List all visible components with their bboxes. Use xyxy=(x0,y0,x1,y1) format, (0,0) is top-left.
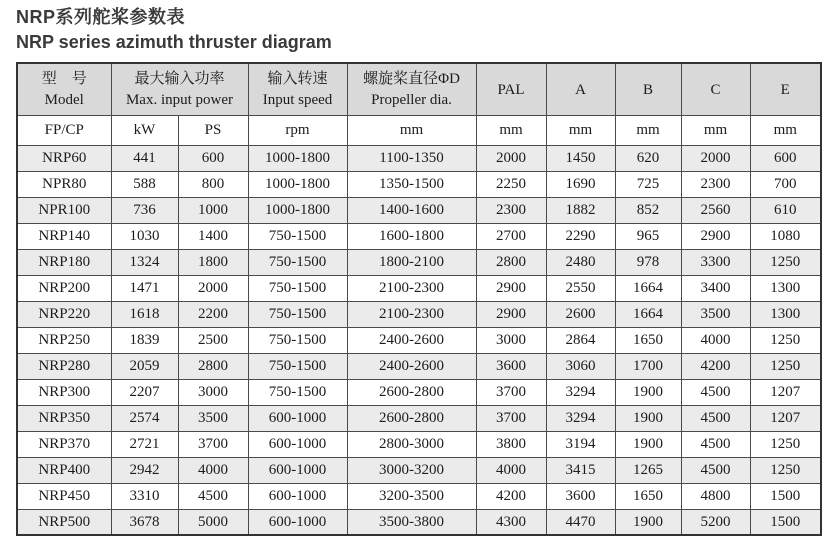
value-cell: 1350-1500 xyxy=(347,171,476,197)
value-cell: 1100-1350 xyxy=(347,145,476,171)
value-cell: 5200 xyxy=(681,509,750,535)
value-cell: 600 xyxy=(178,145,248,171)
unit-cell-prop-mm: mm xyxy=(347,115,476,145)
model-cell: NRP220 xyxy=(17,301,111,327)
value-cell: 736 xyxy=(111,197,178,223)
value-cell: 5000 xyxy=(178,509,248,535)
value-cell: 4500 xyxy=(178,483,248,509)
value-cell: 4470 xyxy=(546,509,615,535)
value-cell: 620 xyxy=(615,145,681,171)
table-row xyxy=(17,457,821,483)
col-header-model xyxy=(17,63,111,115)
value-cell: 1900 xyxy=(615,509,681,535)
value-cell: 610 xyxy=(750,197,821,223)
value-cell: 3700 xyxy=(476,379,546,405)
value-cell: 2600-2800 xyxy=(347,379,476,405)
value-cell: 2250 xyxy=(476,171,546,197)
value-cell: 1664 xyxy=(615,301,681,327)
value-cell: 2480 xyxy=(546,249,615,275)
value-cell: 3700 xyxy=(178,431,248,457)
col-header-c: C xyxy=(681,63,750,115)
value-cell: 3415 xyxy=(546,457,615,483)
value-cell: 1882 xyxy=(546,197,615,223)
table-row xyxy=(17,197,821,223)
unit-cell-e-mm: mm xyxy=(750,115,821,145)
value-cell: 1500 xyxy=(750,509,821,535)
value-cell: 4000 xyxy=(681,327,750,353)
value-cell: 700 xyxy=(750,171,821,197)
value-cell: 2574 xyxy=(111,405,178,431)
model-cell: NRP180 xyxy=(17,249,111,275)
col-header-speed-cn: 输入转速 xyxy=(267,71,328,88)
title-block xyxy=(16,4,816,54)
value-cell: 2207 xyxy=(111,379,178,405)
value-cell: 2560 xyxy=(681,197,750,223)
table-row xyxy=(17,327,821,353)
table-row xyxy=(17,509,821,535)
value-cell: 3310 xyxy=(111,483,178,509)
value-cell: 3600 xyxy=(546,483,615,509)
value-cell: 1000 xyxy=(178,197,248,223)
value-cell: 1250 xyxy=(750,327,821,353)
value-cell: 600 xyxy=(750,145,821,171)
value-cell: 2300 xyxy=(476,197,546,223)
model-cell: NRP500 xyxy=(17,509,111,535)
model-cell: NRP400 xyxy=(17,457,111,483)
table-row xyxy=(17,431,821,457)
value-cell: 1400-1600 xyxy=(347,197,476,223)
value-cell: 3194 xyxy=(546,431,615,457)
value-cell: 2100-2300 xyxy=(347,301,476,327)
value-cell: 3000 xyxy=(476,327,546,353)
value-cell: 600-1000 xyxy=(248,405,347,431)
value-cell: 600-1000 xyxy=(248,509,347,535)
value-cell: 600-1000 xyxy=(248,457,347,483)
value-cell: 588 xyxy=(111,171,178,197)
model-cell: NRP300 xyxy=(17,379,111,405)
value-cell: 750-1500 xyxy=(248,223,347,249)
value-cell: 750-1500 xyxy=(248,249,347,275)
value-cell: 1700 xyxy=(615,353,681,379)
value-cell: 1650 xyxy=(615,483,681,509)
value-cell: 2059 xyxy=(111,353,178,379)
value-cell: 1900 xyxy=(615,431,681,457)
value-cell: 2600-2800 xyxy=(347,405,476,431)
value-cell: 3200-3500 xyxy=(347,483,476,509)
value-cell: 1000-1800 xyxy=(248,171,347,197)
col-header-pal: PAL xyxy=(476,63,546,115)
value-cell: 1080 xyxy=(750,223,821,249)
value-cell: 1300 xyxy=(750,275,821,301)
model-cell: NRP350 xyxy=(17,405,111,431)
header-row xyxy=(17,63,821,115)
col-header-a: A xyxy=(546,63,615,115)
model-cell: NRP280 xyxy=(17,353,111,379)
value-cell: 1800 xyxy=(178,249,248,275)
value-cell: 1400 xyxy=(178,223,248,249)
value-cell: 3294 xyxy=(546,405,615,431)
value-cell: 852 xyxy=(615,197,681,223)
value-cell: 4500 xyxy=(681,405,750,431)
value-cell: 3700 xyxy=(476,405,546,431)
model-cell: NRP200 xyxy=(17,275,111,301)
value-cell: 1839 xyxy=(111,327,178,353)
model-cell: NRP250 xyxy=(17,327,111,353)
value-cell: 4200 xyxy=(681,353,750,379)
value-cell: 3500-3800 xyxy=(347,509,476,535)
value-cell: 1000-1800 xyxy=(248,197,347,223)
table-row xyxy=(17,223,821,249)
col-header-prop-en: Propeller dia. xyxy=(371,91,452,108)
model-cell: NRP450 xyxy=(17,483,111,509)
value-cell: 4000 xyxy=(178,457,248,483)
model-cell: NPR80 xyxy=(17,171,111,197)
col-header-e: E xyxy=(750,63,821,115)
value-cell: 3678 xyxy=(111,509,178,535)
value-cell: 1664 xyxy=(615,275,681,301)
value-cell: 2800-3000 xyxy=(347,431,476,457)
col-header-b: B xyxy=(615,63,681,115)
col-header-power-cn: 最大输入功率 xyxy=(134,71,225,88)
value-cell: 800 xyxy=(178,171,248,197)
value-cell: 1800-2100 xyxy=(347,249,476,275)
value-cell: 1250 xyxy=(750,249,821,275)
value-cell: 3600 xyxy=(476,353,546,379)
value-cell: 1650 xyxy=(615,327,681,353)
value-cell: 750-1500 xyxy=(248,379,347,405)
table-row xyxy=(17,145,821,171)
value-cell: 978 xyxy=(615,249,681,275)
table-body xyxy=(17,145,821,535)
col-header-prop-cn: 螺旋桨直径ΦD xyxy=(363,71,460,88)
value-cell: 2864 xyxy=(546,327,615,353)
thruster-parameter-table xyxy=(16,62,822,536)
table-row xyxy=(17,249,821,275)
col-header-speed-en: Input speed xyxy=(262,91,333,108)
value-cell: 3300 xyxy=(681,249,750,275)
table-row xyxy=(17,379,821,405)
unit-cell-model: FP/CP xyxy=(17,115,111,145)
model-cell: NRP370 xyxy=(17,431,111,457)
value-cell: 750-1500 xyxy=(248,353,347,379)
page-title-en: NRP series azimuth thruster diagram xyxy=(16,32,332,53)
value-cell: 2200 xyxy=(178,301,248,327)
value-cell: 3000 xyxy=(178,379,248,405)
value-cell: 4500 xyxy=(681,379,750,405)
value-cell: 2000 xyxy=(681,145,750,171)
value-cell: 1900 xyxy=(615,405,681,431)
value-cell: 2300 xyxy=(681,171,750,197)
value-cell: 2290 xyxy=(546,223,615,249)
value-cell: 750-1500 xyxy=(248,275,347,301)
value-cell: 2900 xyxy=(476,301,546,327)
value-cell: 2800 xyxy=(476,249,546,275)
value-cell: 600-1000 xyxy=(248,431,347,457)
table-row xyxy=(17,353,821,379)
value-cell: 4800 xyxy=(681,483,750,509)
unit-cell-b-mm: mm xyxy=(615,115,681,145)
value-cell: 4000 xyxy=(476,457,546,483)
col-header-input-speed xyxy=(248,63,347,115)
value-cell: 1324 xyxy=(111,249,178,275)
value-cell: 750-1500 xyxy=(248,327,347,353)
value-cell: 1618 xyxy=(111,301,178,327)
value-cell: 2100-2300 xyxy=(347,275,476,301)
page-title-cn: NRP系列舵桨参数表 xyxy=(16,7,186,27)
value-cell: 1690 xyxy=(546,171,615,197)
table-row xyxy=(17,171,821,197)
value-cell: 3400 xyxy=(681,275,750,301)
value-cell: 4500 xyxy=(681,457,750,483)
value-cell: 1265 xyxy=(615,457,681,483)
value-cell: 3294 xyxy=(546,379,615,405)
unit-cell-a-mm: mm xyxy=(546,115,615,145)
value-cell: 2700 xyxy=(476,223,546,249)
value-cell: 1207 xyxy=(750,379,821,405)
value-cell: 1250 xyxy=(750,353,821,379)
value-cell: 2900 xyxy=(476,275,546,301)
unit-cell-kw: kW xyxy=(111,115,178,145)
value-cell: 3500 xyxy=(681,301,750,327)
value-cell: 3000-3200 xyxy=(347,457,476,483)
value-cell: 965 xyxy=(615,223,681,249)
value-cell: 4300 xyxy=(476,509,546,535)
value-cell: 1000-1800 xyxy=(248,145,347,171)
units-row xyxy=(17,115,821,145)
unit-cell-c-mm: mm xyxy=(681,115,750,145)
value-cell: 1900 xyxy=(615,379,681,405)
value-cell: 2400-2600 xyxy=(347,327,476,353)
value-cell: 2550 xyxy=(546,275,615,301)
model-cell: NRP60 xyxy=(17,145,111,171)
unit-cell-ps: PS xyxy=(178,115,248,145)
table-row xyxy=(17,405,821,431)
col-header-model-cn: 型 号 xyxy=(41,71,87,88)
table-row xyxy=(17,301,821,327)
unit-cell-rpm: rpm xyxy=(248,115,347,145)
model-cell: NRP140 xyxy=(17,223,111,249)
value-cell: 600-1000 xyxy=(248,483,347,509)
value-cell: 1300 xyxy=(750,301,821,327)
value-cell: 750-1500 xyxy=(248,301,347,327)
value-cell: 1250 xyxy=(750,457,821,483)
value-cell: 1500 xyxy=(750,483,821,509)
value-cell: 3500 xyxy=(178,405,248,431)
model-cell: NPR100 xyxy=(17,197,111,223)
value-cell: 1030 xyxy=(111,223,178,249)
col-header-max-input-power xyxy=(111,63,248,115)
value-cell: 2721 xyxy=(111,431,178,457)
col-header-propeller-dia xyxy=(347,63,476,115)
value-cell: 2600 xyxy=(546,301,615,327)
value-cell: 1471 xyxy=(111,275,178,301)
value-cell: 3060 xyxy=(546,353,615,379)
value-cell: 441 xyxy=(111,145,178,171)
value-cell: 1250 xyxy=(750,431,821,457)
value-cell: 2400-2600 xyxy=(347,353,476,379)
value-cell: 2800 xyxy=(178,353,248,379)
unit-cell-pal-mm: mm xyxy=(476,115,546,145)
value-cell: 725 xyxy=(615,171,681,197)
value-cell: 3800 xyxy=(476,431,546,457)
value-cell: 2000 xyxy=(476,145,546,171)
table-row xyxy=(17,483,821,509)
value-cell: 1207 xyxy=(750,405,821,431)
value-cell: 4500 xyxy=(681,431,750,457)
value-cell: 2900 xyxy=(681,223,750,249)
value-cell: 2942 xyxy=(111,457,178,483)
col-header-power-en: Max. input power xyxy=(125,91,234,108)
value-cell: 2000 xyxy=(178,275,248,301)
value-cell: 1450 xyxy=(546,145,615,171)
table-row xyxy=(17,275,821,301)
col-header-model-en: Model xyxy=(44,91,84,108)
value-cell: 4200 xyxy=(476,483,546,509)
value-cell: 2500 xyxy=(178,327,248,353)
value-cell: 1600-1800 xyxy=(347,223,476,249)
